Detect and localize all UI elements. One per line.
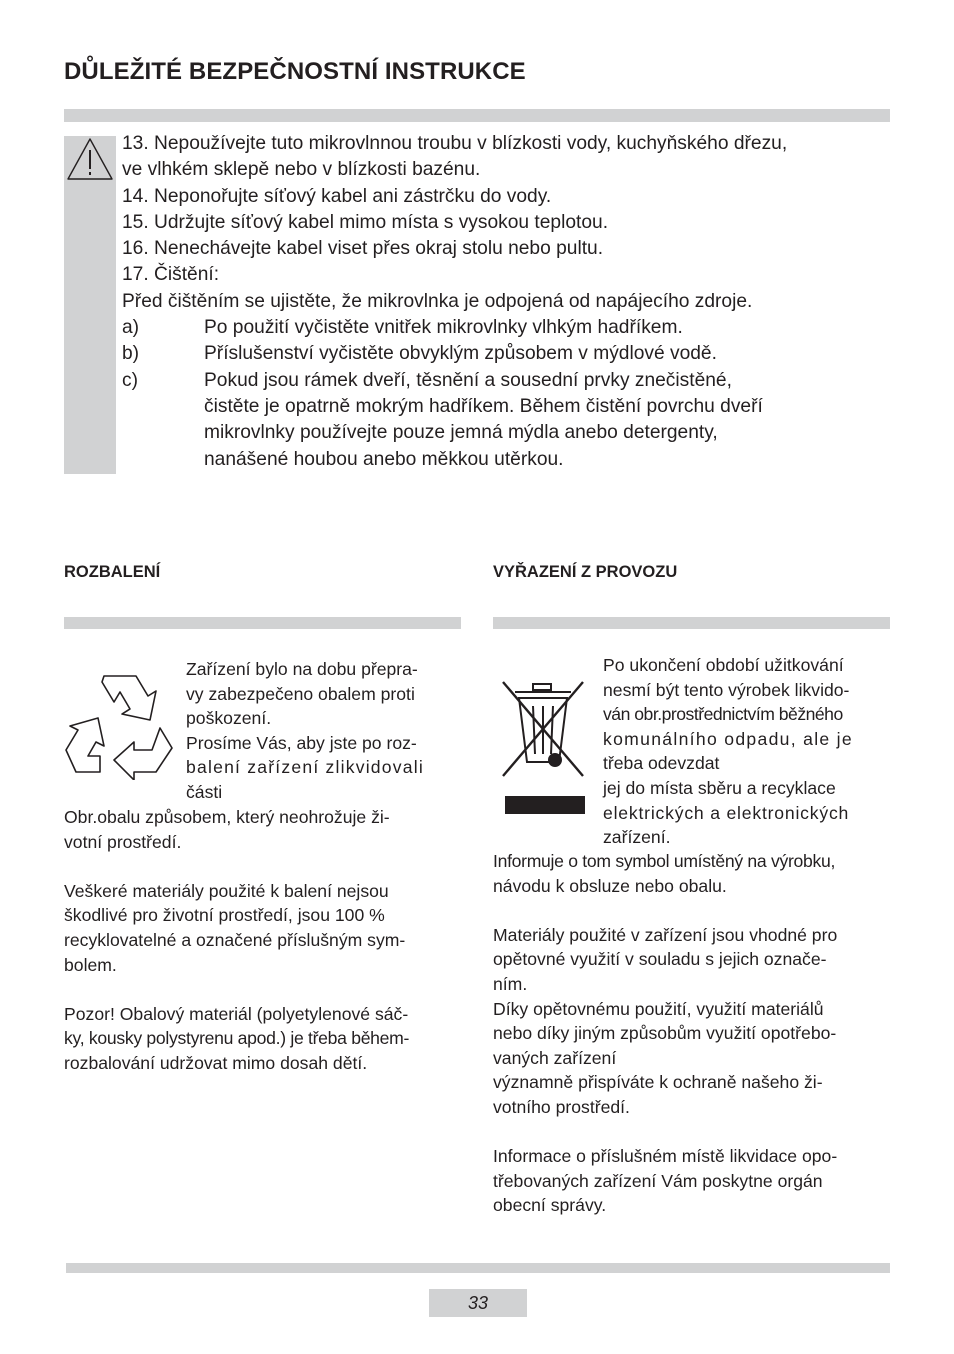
text-line: ván obr.prostřednictvím běžného	[603, 704, 843, 725]
safety-instructions	[122, 131, 902, 473]
cleaning-item-c	[122, 368, 902, 473]
instruction-line: ve vlhkém sklepě nebo v blízkosti bazénu.	[122, 159, 481, 181]
text-line: komunálního odpadu, ale je	[603, 728, 853, 749]
disposal-divider	[493, 617, 890, 629]
text-line: recyklovatelné a označené příslušným sym-	[64, 929, 406, 950]
text-line: ky, kousky polystyrenu apod.) je třeba během-	[64, 1028, 410, 1049]
text-line: části	[186, 781, 223, 802]
item-text: Po použití vyčistěte vnitřek mikrovlnky vlhkým hadříkem.	[204, 317, 683, 339]
unpacking-body	[64, 805, 461, 1076]
instruction-line: Před čištěním se ujistěte, že mikrovlnka je odpojená od napájecího zdroje.	[122, 290, 753, 312]
text-line: Díky opětovnému použití, využití materiálů	[493, 998, 824, 1019]
text-line: třebovaných zařízení Vám poskytne orgán	[493, 1170, 823, 1191]
text-line: zařízení.	[603, 827, 671, 848]
text-line: Informace o příslušném místě likvidace opo-	[493, 1146, 838, 1167]
title-divider	[64, 109, 890, 122]
item-text: Pokud jsou rámek dveří, těsnění a sousední prvky znečistěné,	[204, 369, 732, 391]
text-line: votního prostředí.	[493, 1096, 630, 1117]
text-line: elektrických a elektronických	[603, 802, 850, 823]
item-label: a)	[122, 317, 140, 339]
text-line: Obr.obalu způsobem, který neohrožuje ži-	[64, 807, 390, 827]
text-line: Veškeré materiály použité k balení nejsou	[64, 880, 389, 901]
warning-triangle-icon	[64, 134, 116, 191]
text-line: nesmí být tento výrobek likvido-	[603, 679, 850, 700]
page-number: 33	[429, 1289, 527, 1317]
text-line: návodu k obsluze nebo obalu.	[493, 875, 727, 896]
text-line: Po ukončení období užitkování	[603, 655, 844, 675]
text-line: Materiály použité v zařízení jsou vhodné pro	[493, 924, 838, 945]
recycle-icon	[64, 664, 176, 785]
text-line: votní prostředí.	[64, 831, 182, 852]
text-line: škodlivé pro životní prostředí, jsou 100 %	[64, 905, 385, 926]
text-line: Prosíme Vás, aby jste po roz-	[186, 732, 417, 753]
text-line: balení zařízení zlikvidovali	[186, 757, 424, 778]
text-line: Informuje o tom symbol umístěný na výrobku,	[493, 851, 836, 871]
text-line: Zařízení bylo na dobu přepra-	[186, 659, 418, 679]
item-label: c)	[122, 369, 138, 391]
text-line: nebo díky jiným způsobům využití opotřebo-	[493, 1023, 837, 1044]
page-title: DŮLEŽITÉ BEZPEČNOSTNÍ INSTRUKCE	[64, 58, 526, 85]
text-line: opětovné využití v souladu s jejich označe-	[493, 949, 827, 970]
item-text: čistěte je opatrně mokrým hadříkem. Během čistění povrchu dveří	[204, 395, 763, 417]
unpacking-divider	[64, 617, 461, 629]
instruction-line: 13. Nepoužívejte tuto mikrovlnnou troubu v blízkosti vody, kuchyňského dřezu,	[122, 133, 788, 154]
cleaning-item-b	[122, 341, 902, 367]
instruction-line: 14. Neponořujte síťový kabel ani zástrčku do vody.	[122, 185, 552, 207]
disposal-intro	[603, 653, 890, 850]
crossed-out-bin-icon	[497, 678, 589, 823]
text-line: jej do místa sběru a recyklace	[603, 777, 836, 798]
item-text: mikrovlnky používejte pouze jemná mýdla anebo detergenty,	[204, 422, 718, 444]
text-line: ním.	[493, 973, 528, 994]
text-line: obecní správy.	[493, 1195, 607, 1216]
text-line: poškození.	[186, 708, 272, 729]
unpacking-heading: ROZBALENÍ	[64, 563, 161, 581]
text-line: vy zabezpečeno obalem proti	[186, 683, 415, 704]
footer-divider	[66, 1263, 890, 1273]
text-line: vaných zařízení	[493, 1047, 617, 1068]
instruction-line: 17. Čištění:	[122, 264, 220, 286]
unpacking-intro	[186, 657, 461, 805]
disposal-heading: VYŘAZENÍ Z PROVOZU	[493, 563, 678, 581]
text-line: třeba odevzdat	[603, 753, 720, 774]
instruction-line: 15. Udržujte síťový kabel mimo místa s vysokou teplotou.	[122, 211, 609, 233]
instruction-line: 16. Nenechávejte kabel viset přes okraj stolu nebo pultu.	[122, 238, 604, 260]
text-line: významně přispíváte k ochraně našeho ži-	[493, 1072, 823, 1093]
item-text: Příslušenství vyčistěte obvyklým způsobem v mýdlové vodě.	[204, 343, 717, 365]
cleaning-item-a	[122, 315, 902, 341]
text-line: bolem.	[64, 954, 117, 975]
item-text: nanášené houbou anebo měkkou utěrkou.	[204, 448, 564, 470]
text-line: rozbalování udržovat mimo dosah dětí.	[64, 1052, 368, 1073]
disposal-body	[493, 849, 890, 1218]
text-line: Pozor! Obalový materiál (polyetylenové sáč-	[64, 1003, 409, 1024]
item-label: b)	[122, 343, 140, 365]
